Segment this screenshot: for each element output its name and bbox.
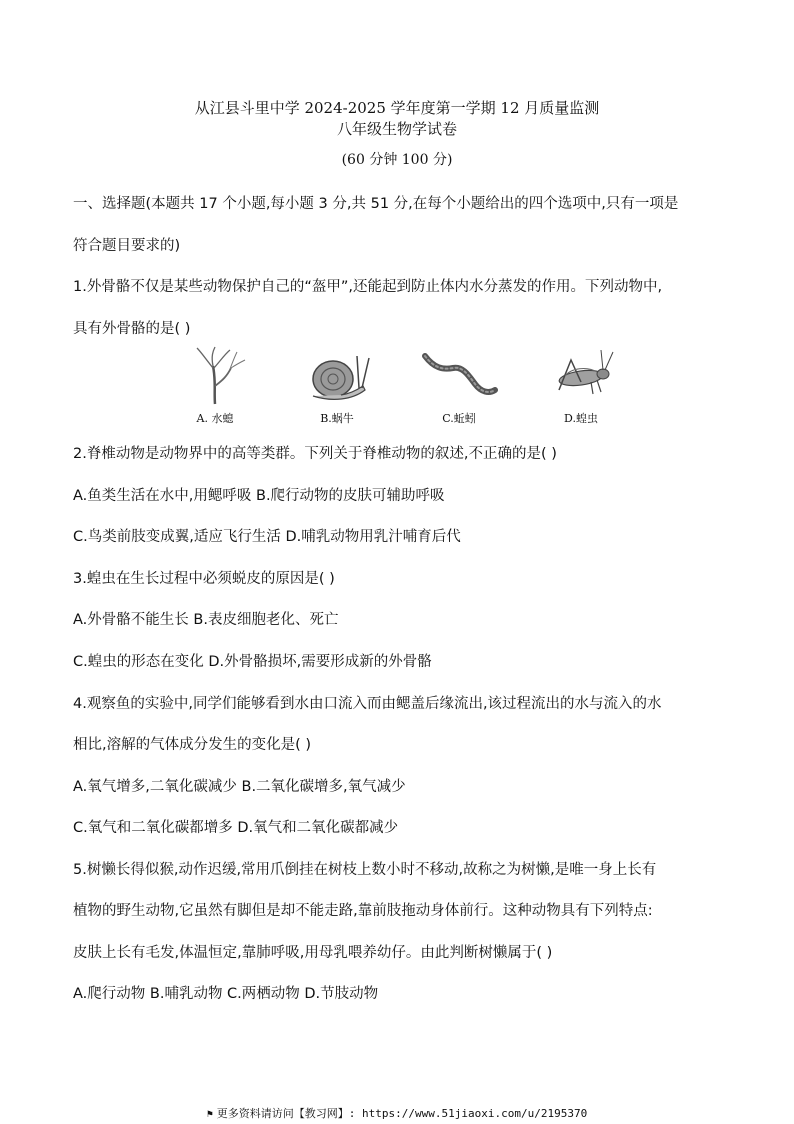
figure-caption: C.蚯蚓 <box>442 412 476 425</box>
footer-link[interactable] <box>0 1105 794 1121</box>
figure-caption: B.蜗牛 <box>320 412 354 425</box>
time-score: (60 分钟 100 分) <box>341 152 453 168</box>
question-2-option-row: A.鱼类生活在水中,用鳃呼吸 B.爬行动物的皮肤可辅助呼吸 <box>73 488 445 504</box>
question-2-option-row: C.鸟类前肢变成翼,适应飞行生活 D.哺乳动物用乳汁哺育后代 <box>73 529 461 545</box>
figure-hydra <box>160 346 270 430</box>
question-3-option-row: A.外骨骼不能生长 B.表皮细胞老化、死亡 <box>73 612 339 628</box>
question-5-option-row: A.爬行动物 B.哺乳动物 C.两栖动物 D.节肢动物 <box>73 986 379 1002</box>
question-2-stem: 2.脊椎动物是动物界中的高等类群。下列关于脊椎动物的叙述,不正确的是( ) <box>73 446 557 462</box>
question-4-option-row: A.氧气增多,二氧化碳减少 B.二氧化碳增多,氧气减少 <box>73 779 406 795</box>
snail-icon <box>297 346 377 406</box>
question-1-stem: 具有外骨骼的是( ) <box>73 321 191 337</box>
figure-snail <box>282 346 392 430</box>
hydra-icon <box>175 346 255 406</box>
question-1-figures <box>160 346 640 430</box>
figure-earthworm <box>404 346 514 430</box>
question-3-option-row: C.蝗虫的形态在变化 D.外骨骼损坏,需要形成新的外骨骼 <box>73 654 432 670</box>
section-instruction: 符合题目要求的) <box>73 238 181 254</box>
question-4-option-row: C.氧气和二氧化碳都增多 D.氧气和二氧化碳都减少 <box>73 820 399 836</box>
question-5-stem: 5.树懒长得似猴,动作迟缓,常用爪倒挂在树枝上数小时不移动,故称之为树懒,是唯一身上长有 <box>73 862 657 878</box>
question-1-stem: 1.外骨骼不仅是某些动物保护自己的“盔甲”,还能起到防止体内水分蒸发的作用。下列动物中, <box>73 279 663 295</box>
figure-caption: A. 水螅 <box>196 412 234 425</box>
exam-title: 从江县斗里中学 2024-2025 学年度第一学期 12 月质量监测 <box>194 99 600 117</box>
earthworm-icon <box>419 346 499 406</box>
section-instruction: 一、选择题(本题共 17 个小题,每小题 3 分,共 51 分,在每个小题给出的四个选项中,只有一项是 <box>73 196 679 212</box>
locust-icon <box>541 346 621 406</box>
footer-text: 更多资料请访问【教习网】: https://www.51jiaoxi.com/u/2195370 <box>216 1107 588 1120</box>
question-3-stem: 3.蝗虫在生长过程中必须蜕皮的原因是( ) <box>73 571 335 587</box>
figure-locust <box>526 346 636 430</box>
question-4-stem: 相比,溶解的气体成分发生的变化是( ) <box>73 737 312 753</box>
question-5-stem: 植物的野生动物,它虽然有脚但是却不能走路,靠前肢拖动身体前行。这种动物具有下列特点: <box>73 903 653 919</box>
exam-subtitle: 八年级生物学试卷 <box>336 120 457 138</box>
question-4-stem: 4.观察鱼的实验中,同学们能够看到水由口流入而由鳃盖后缘流出,该过程流出的水与流入的水 <box>73 696 662 712</box>
flag-icon: ⚑ <box>206 1109 213 1120</box>
figure-caption: D.蝗虫 <box>564 412 598 425</box>
question-5-stem: 皮肤上长有毛发,体温恒定,靠肺呼吸,用母乳喂养幼仔。由此判断树懒属于( ) <box>73 945 553 961</box>
